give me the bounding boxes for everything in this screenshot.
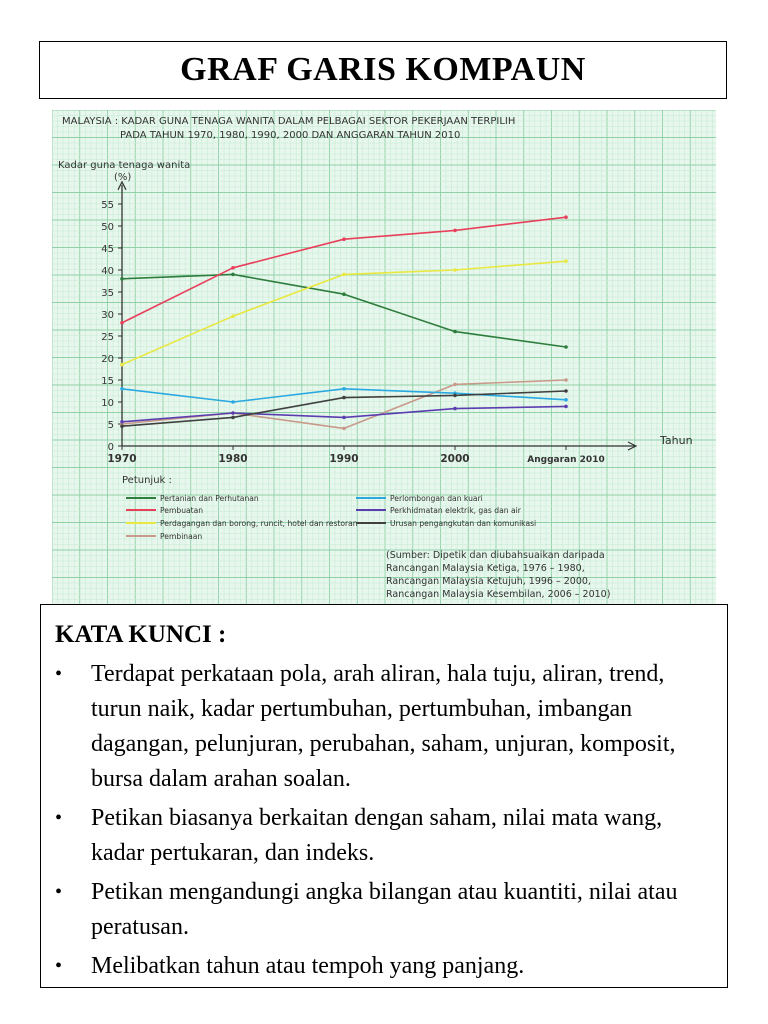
chart-title-line-2: PADA TAHUN 1970, 1980, 1990, 2000 DAN ANGGARAN TAHUN 2010 [120, 130, 461, 141]
legend-label: Pembuatan [160, 506, 204, 515]
page-title: GRAF GARIS KOMPAUN [180, 51, 586, 88]
data-point [453, 330, 457, 334]
source-line: Rancangan Malaysia Ketiga, 1976 – 1980, [386, 563, 585, 574]
data-point [120, 420, 124, 424]
data-point [231, 314, 235, 318]
legend-label: Perkhidmatan elektrik, gas dan air [390, 506, 521, 515]
y-tick-label: 10 [101, 398, 114, 409]
list-item-text: Petikan biasanya berkaitan dengan saham, nilai mata wang, kadar pertukaran, dan indeks. [91, 805, 663, 866]
y-tick-label: 40 [101, 266, 114, 277]
data-point [564, 215, 568, 219]
key-points-list [55, 657, 713, 984]
bullet-icon: • [55, 807, 63, 829]
data-point [231, 266, 235, 270]
data-point [231, 411, 235, 415]
data-point [231, 416, 235, 420]
source-line: (Sumber: Dipetik dan diubahsuaikan daripada [386, 550, 605, 561]
data-point [453, 383, 457, 387]
y-axis-label: Kadar guna tenaga wanita [58, 160, 191, 171]
x-axis-label: Tahun [660, 434, 693, 447]
list-item-text: Melibatkan tahun atau tempoh yang panjang. [91, 953, 525, 979]
source-line: Rancangan Malaysia Kesembilan, 2006 – 2010) [386, 589, 611, 600]
legend-label: Perlombongan dan kuari [390, 494, 483, 503]
data-point [453, 229, 457, 233]
legend-label: Pembinaan [160, 532, 203, 541]
y-tick-label: 5 [107, 420, 114, 431]
legend-label: Urusan pengangkutan dan komunikasi [390, 519, 537, 528]
y-tick-label: 20 [101, 354, 114, 365]
data-point [453, 394, 457, 398]
y-tick-label: 45 [101, 244, 114, 255]
list-item-text: Petikan mengandungi angka bilangan atau kuantiti, nilai atau peratusan. [91, 879, 678, 940]
data-point [342, 427, 346, 431]
chart-title-line-1: MALAYSIA : KADAR GUNA TENAGA WANITA DALAM PELBAGAI SEKTOR PEKERJAAN TERPILIH [62, 116, 516, 127]
data-point [342, 416, 346, 420]
y-tick-label: 55 [101, 200, 114, 211]
x-tick-label: 1980 [218, 453, 248, 465]
list-item [55, 949, 713, 984]
y-tick-label: 50 [101, 222, 114, 233]
bullet-icon: • [55, 663, 63, 685]
data-point [564, 405, 568, 409]
data-point [564, 378, 568, 382]
data-point [120, 321, 124, 325]
list-item [55, 801, 713, 871]
y-tick-label: 0 [107, 442, 114, 453]
data-point [564, 389, 568, 393]
data-point [120, 363, 124, 367]
data-point [120, 277, 124, 281]
data-point [342, 237, 346, 241]
data-point [342, 273, 346, 277]
y-axis-unit: (%) [114, 172, 132, 183]
x-tick-label: 1990 [329, 453, 359, 465]
x-tick-label: 2000 [440, 453, 470, 465]
data-point [453, 407, 457, 411]
legend-title: Petunjuk : [122, 475, 172, 486]
legend-label: Perdagangan dan borong, runcit, hotel dan restoran [160, 519, 358, 528]
line-chart [52, 110, 716, 605]
page-title-box [39, 41, 727, 99]
bullet-icon: • [55, 881, 63, 903]
y-tick-label: 30 [101, 310, 114, 321]
data-point [564, 398, 568, 402]
data-point [342, 387, 346, 391]
data-point [231, 273, 235, 277]
list-item [55, 657, 713, 797]
chart-image [52, 110, 716, 605]
data-point [120, 387, 124, 391]
list-item-text: Terdapat perkataan pola, arah aliran, hala tuju, aliran, trend, turun naik, kadar pertumbuhan, pertumbuhan, imbangan dagangan, pelunjuran, perubahan, saham, unjuran, komposit, bursa dalam arahan soalan. [91, 661, 676, 792]
data-point [564, 345, 568, 349]
list-item [55, 875, 713, 945]
key-points-title: KATA KUNCI : [55, 621, 227, 648]
x-tick-label: Anggaran 2010 [527, 455, 605, 465]
data-point [231, 400, 235, 404]
legend-label: Pertanian dan Perhutanan [160, 494, 259, 503]
y-tick-label: 15 [101, 376, 114, 387]
data-point [342, 396, 346, 400]
data-point [564, 259, 568, 263]
bullet-icon: • [55, 955, 63, 977]
y-tick-label: 25 [101, 332, 114, 343]
key-points-box [40, 604, 728, 988]
data-point [120, 424, 124, 428]
source-line: Rancangan Malaysia Ketujuh, 1996 – 2000, [386, 576, 591, 587]
data-point [342, 292, 346, 296]
y-tick-label: 35 [101, 288, 114, 299]
x-tick-label: 1970 [107, 453, 137, 465]
data-point [453, 268, 457, 272]
